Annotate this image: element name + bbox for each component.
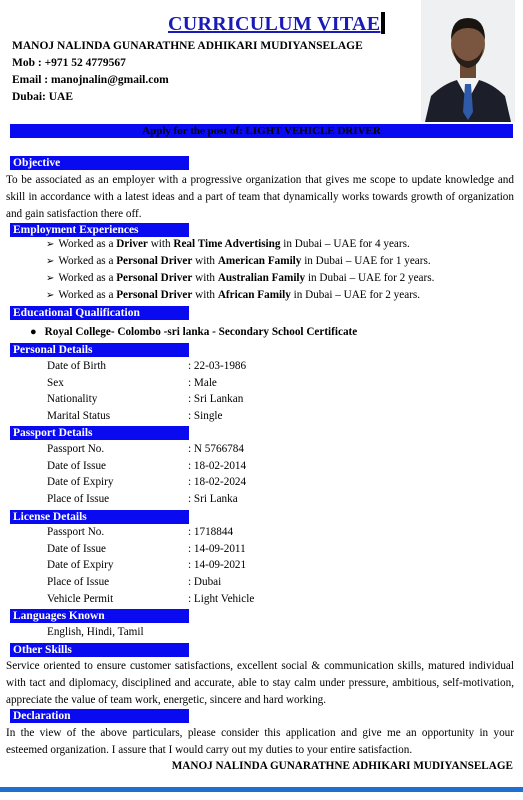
signature-name: MANOJ NALINDA GUNARATHNE ADHIKARI MUDIYANSELAGE [171,760,513,772]
personal-details-heading: Personal Details [10,343,189,357]
arrow-bullet-icon: ➢ [46,239,55,250]
email-address: Email : manojnalin@gmail.com [12,74,169,86]
text-cursor [381,12,385,34]
profile-photo [421,0,515,122]
cv-title: CURRICULUM VITAE [168,12,385,36]
detail-value: : Single [188,410,223,422]
detail-label: Nationality [47,393,98,405]
license-details-heading: License Details [10,510,189,524]
education-heading: Educational Qualification [10,306,189,320]
detail-value: : Sri Lankan [188,393,244,405]
detail-label: Date of Expiry [47,476,114,488]
detail-label: Place of Issue [47,576,110,588]
detail-value: : Male [188,377,217,389]
detail-value: : Sri Lanka [188,493,238,505]
other-skills-text: Service oriented to ensure customer satisfactions, excellent social & communication skills, matured individual with tact and diplomacy, disciplined and accurate, able to stay calm under pressure, ambitious, self-motivation, appreciate the value of team work, energetic, sincere and hard working. [6,660,514,706]
detail-label: Vehicle Permit [47,593,114,605]
dot-bullet-icon: ● [30,326,37,338]
objective-text: To be associated as an employer with a progressive organization that gives me scope to update knowledge and skill in accordance with a latest ideas and a part of team that dynamically works towards growth of organization and gain satisfaction there off. [6,174,514,220]
employment-item: ➢ Worked as a Personal Driver with African Family in Dubai – UAE for 2 years. [46,289,421,301]
employment-item: ➢ Worked as a Driver with Real Time Advertising in Dubai – UAE for 4 years. [46,238,410,250]
location: Dubai: UAE [12,91,74,103]
detail-label: Date of Birth [47,360,107,372]
footer-divider [0,787,523,792]
employment-item: ➢ Worked as a Personal Driver with American Family in Dubai – UAE for 1 years. [46,255,431,267]
arrow-bullet-icon: ➢ [46,256,55,267]
employment-item: ➢ Worked as a Personal Driver with Australian Family in Dubai – UAE for 2 years. [46,272,435,284]
declaration-text: In the view of the above particulars, please consider this application and give me an opportunity in your esteemed organization. I assure that I would carry out my duties to your entire satisfaction. [6,727,514,756]
detail-label: Date of Expiry [47,559,114,571]
declaration-heading: Declaration [10,709,189,723]
employment-heading: Employment Experiences [10,223,189,237]
detail-value: : 14-09-2011 [188,543,246,555]
detail-label: Date of Issue [47,543,107,555]
detail-value: : 22-03-1986 [188,360,247,372]
languages-text: English, Hindi, Tamil [47,626,144,638]
detail-label: Date of Issue [47,460,107,472]
mobile-number: Mob : +971 52 4779567 [12,57,126,69]
detail-label: Passport No. [47,526,105,538]
detail-value: : 1718844 [188,526,234,538]
other-skills-heading: Other Skills [10,643,189,657]
detail-label: Marital Status [47,410,111,422]
detail-label: Passport No. [47,443,105,455]
detail-value: : 14-09-2021 [188,559,247,571]
job-title-banner: Apply for the post of: LIGHT VEHICLE DRIVER [10,124,513,138]
arrow-bullet-icon: ➢ [46,290,55,301]
objective-heading: Objective [10,156,189,170]
detail-value: : Dubai [188,576,222,588]
languages-heading: Languages Known [10,609,189,623]
education-item: ● Royal College- Colombo -sri lanka - Secondary School Certificate [30,326,358,338]
detail-value: : N 5766784 [188,443,244,455]
arrow-bullet-icon: ➢ [46,273,55,284]
applicant-name: MANOJ NALINDA GUNARATHNE ADHIKARI MUDIYANSELAGE [12,40,363,52]
detail-label: Sex [47,377,64,389]
detail-value: : Light Vehicle [188,593,255,605]
detail-value: : 18-02-2014 [188,460,247,472]
passport-details-heading: Passport Details [10,426,189,440]
detail-label: Place of Issue [47,493,110,505]
detail-value: : 18-02-2024 [188,476,247,488]
